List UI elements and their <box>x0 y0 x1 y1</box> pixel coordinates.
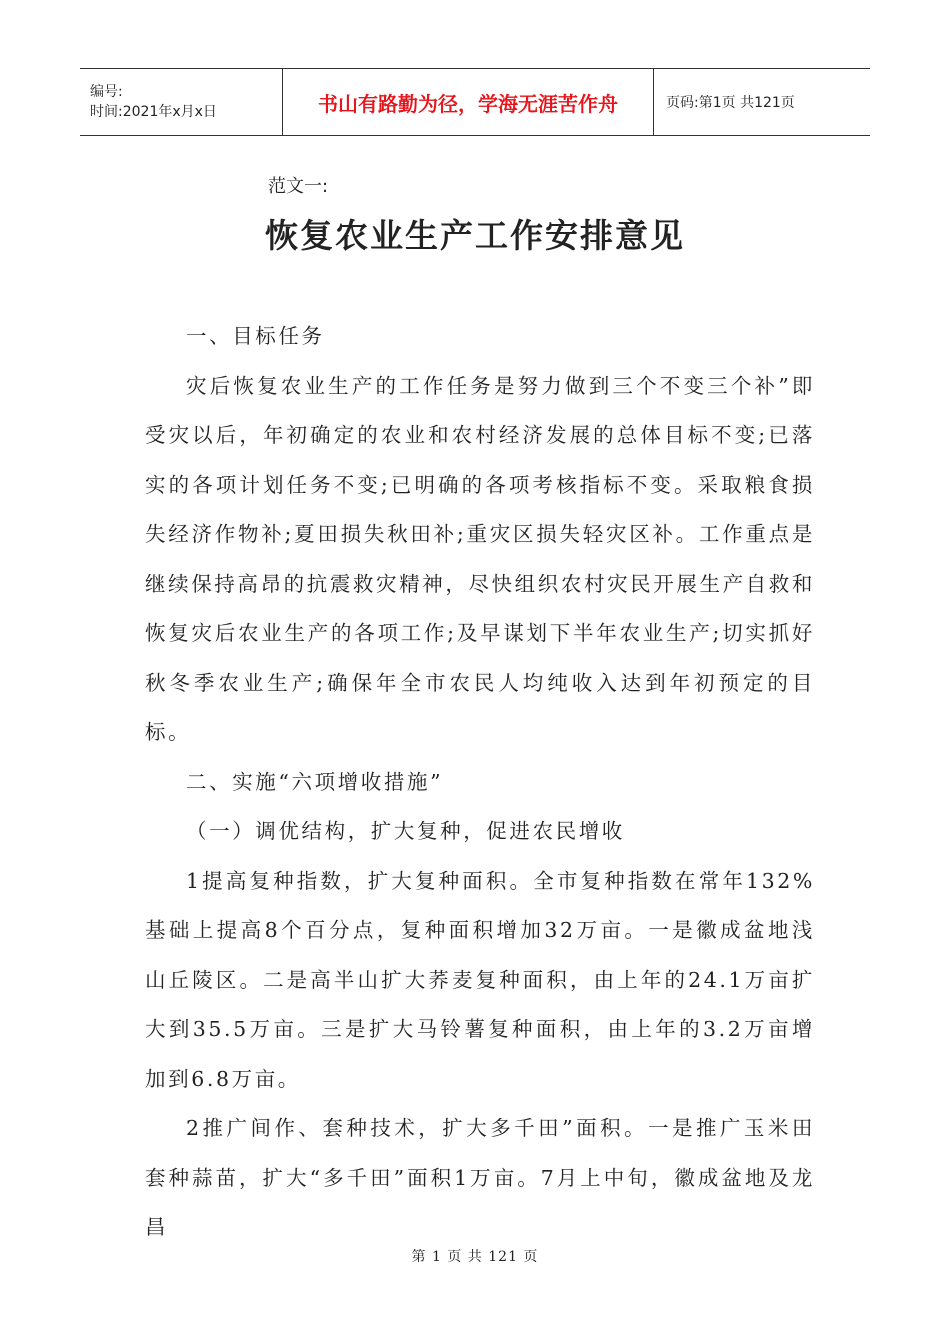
document-body <box>145 312 815 1253</box>
body-paragraph: 2推广间作、套种技术，扩大多千田”面积。一是推广玉米田套种蒜苗，扩大“多千田”面积1万亩。7月上中旬，徽成盆地及龙昌 <box>145 1116 815 1239</box>
header-time-label: 时间:2021年x月x日 <box>90 104 217 120</box>
document-header <box>80 68 870 136</box>
header-meta <box>80 69 282 135</box>
page-footer: 第 1 页 共 121 页 <box>411 1249 539 1265</box>
body-paragraph: 1提高复种指数，扩大复种面积。全市复种指数在常年132%基础上提高8个百分点，复种面积增加32万亩。一是徽成盆地浅山丘陵区。二是高半山扩大荞麦复种面积，由上年的24.1万亩扩大到35.5万亩。三是扩大马铃薯复种面积，由上年的3.2万亩增加到6.8万亩。 <box>145 868 815 1091</box>
section-heading-1: 一、目标任务 <box>186 324 325 348</box>
page-title: 恢复农业生产工作安排意见 <box>265 216 685 255</box>
subsection-heading: （一）调优结构，扩大复种，促进农民增收 <box>186 819 625 843</box>
section-heading-2: 二、实施“六项增收措施” <box>186 769 444 794</box>
header-number-label: 编号: <box>90 84 123 100</box>
header-page-info-text: 页码:第1页 共121页 <box>666 95 795 111</box>
header-page-info <box>654 69 870 135</box>
header-motto-text: 书山有路勤为径，学海无涯苦作舟 <box>318 91 618 116</box>
eyebrow-label: 范文一: <box>268 176 329 197</box>
body-paragraph: 灾后恢复农业生产的工作任务是努力做到三个不变三个补”即受灾以后，年初确定的农业和农村经济发展的总体目标不变;已落实的各项计划任务不变;已明确的各项考核指标不变。采取粮食损失经济作物补;夏田损失秋田补;重灾区损失轻灾区补。工作重点是继续保持高昂的抗震救灾精神，尽快组织农村灾民开展生产自救和恢复灾后农业生产的各项工作;及早谋划下半年农业生产;切实抓好秋冬季农业生产;确保年全市农民人均纯收入达到年初预定的目标。 <box>145 373 815 744</box>
header-motto <box>282 69 654 135</box>
